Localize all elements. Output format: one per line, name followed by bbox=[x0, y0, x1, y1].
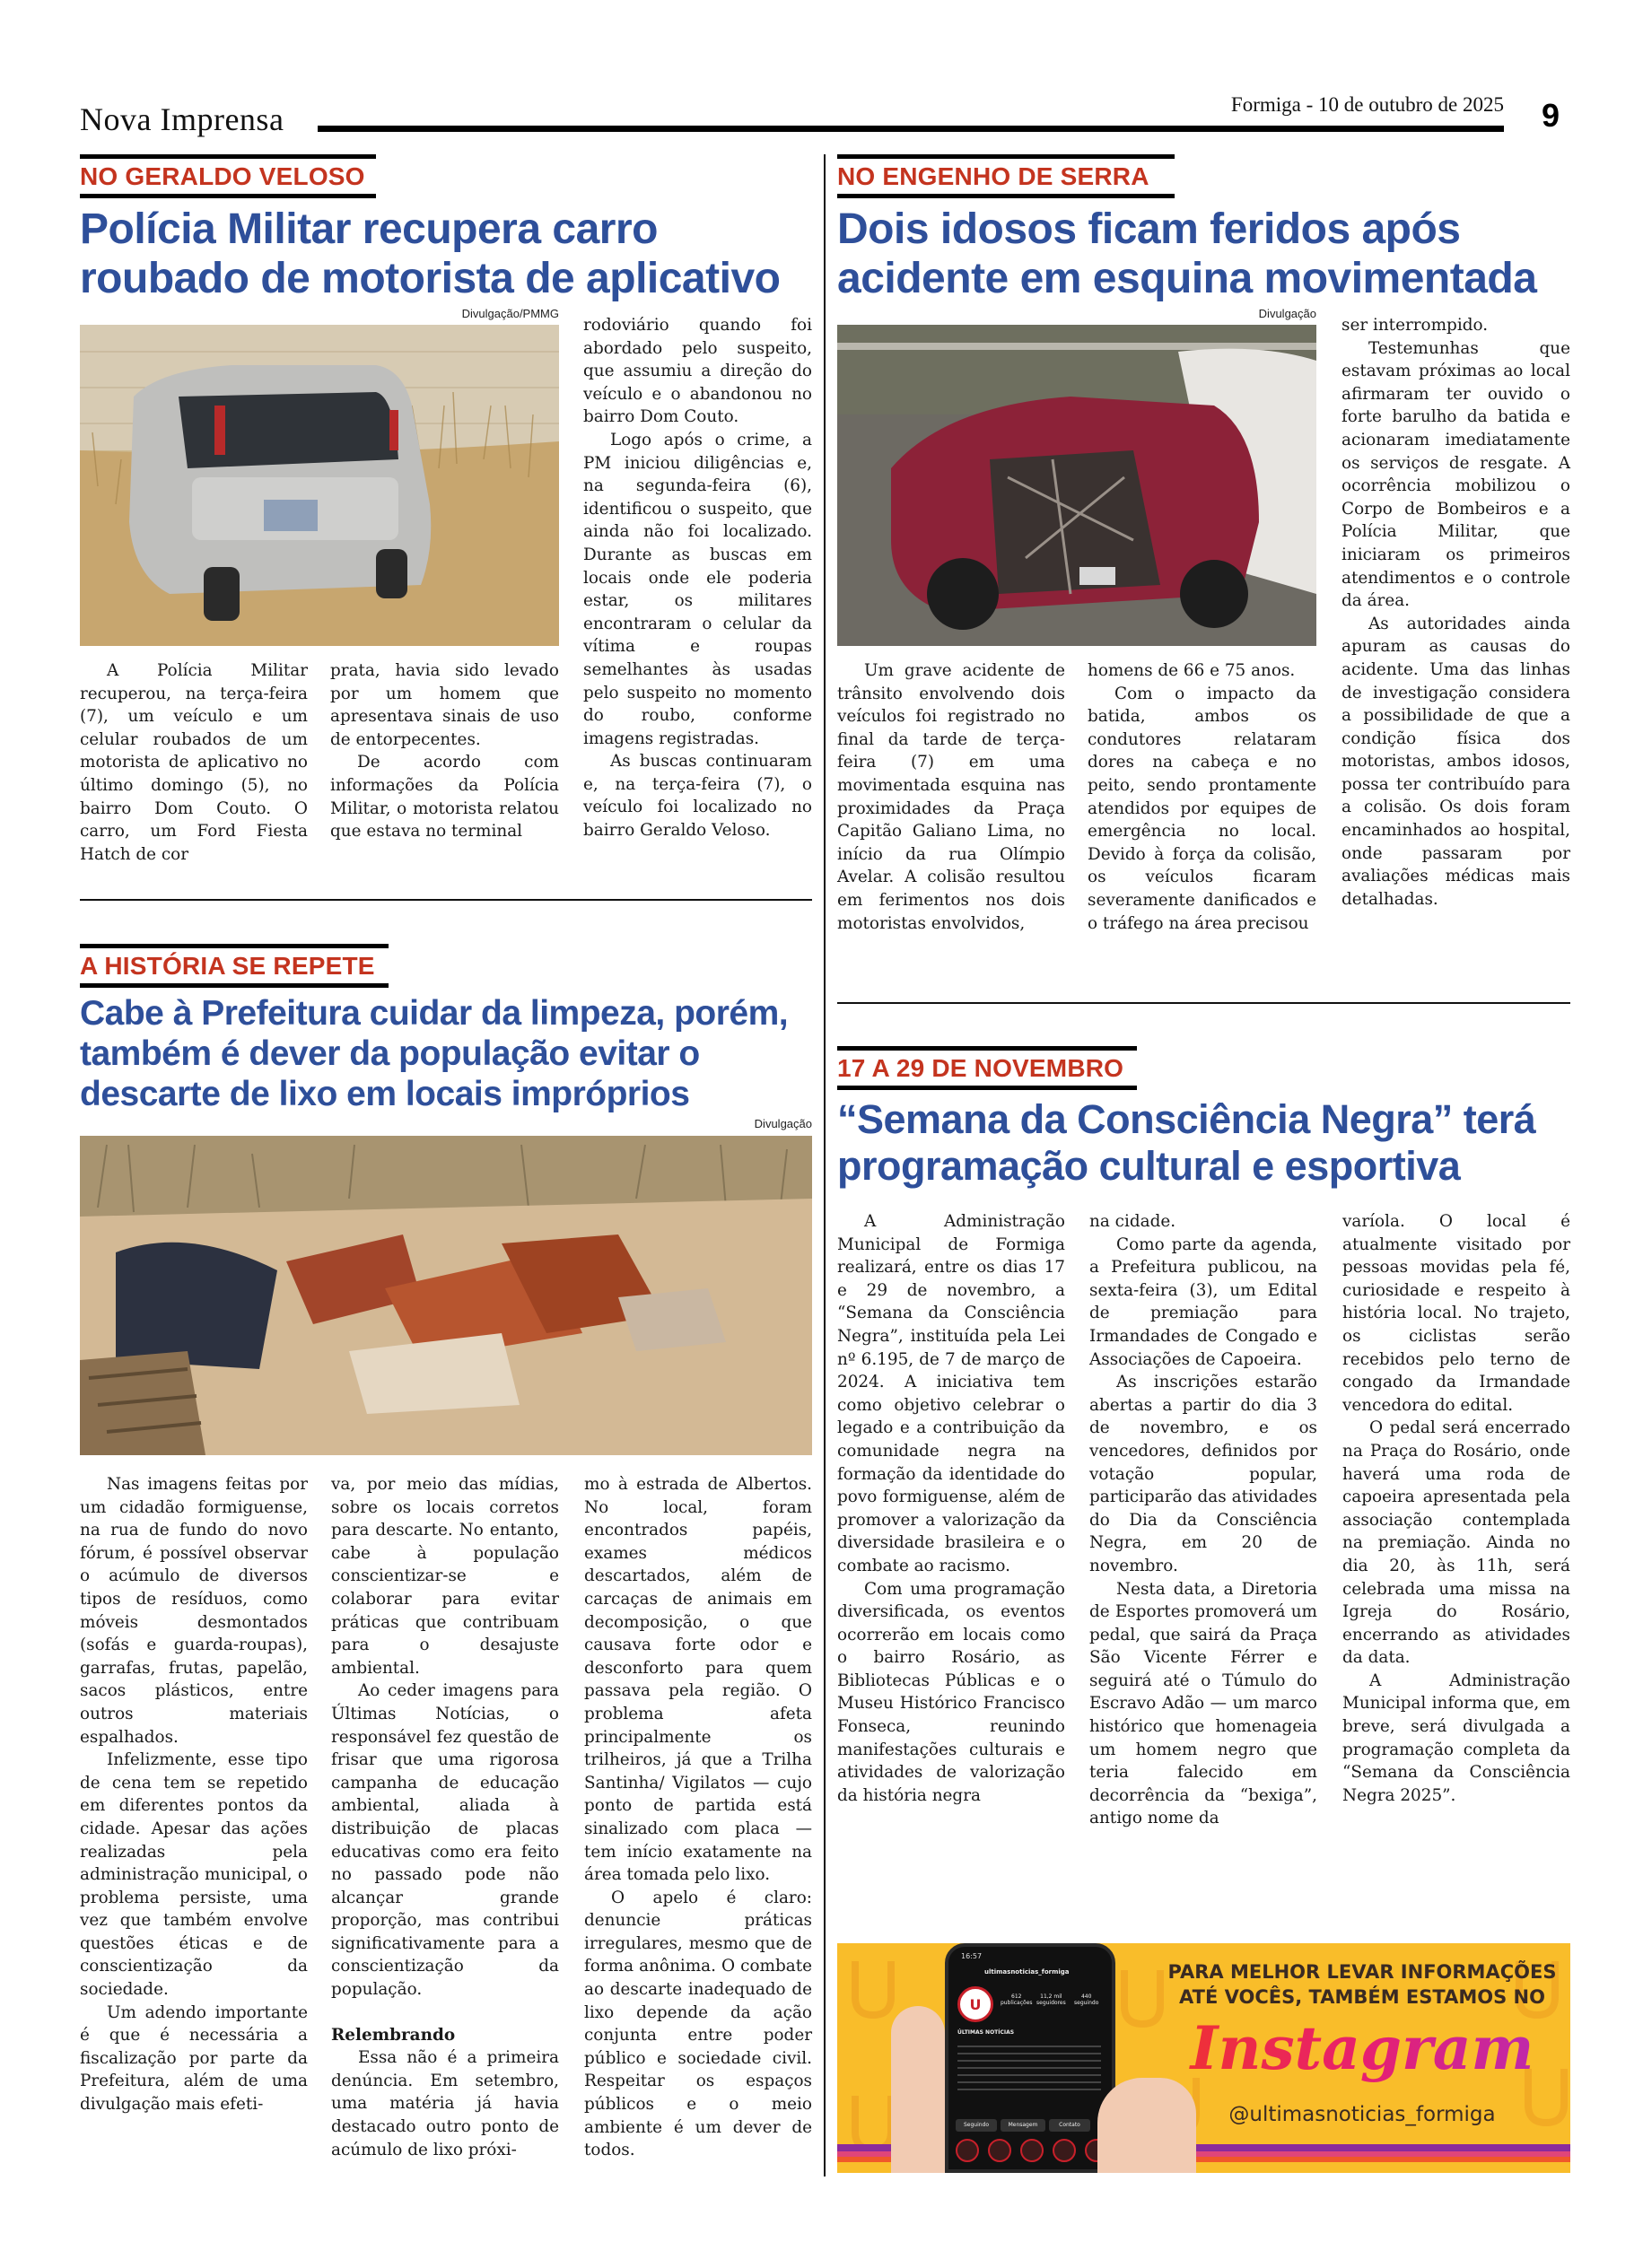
body-column-3 bbox=[1342, 1210, 1570, 1807]
issue-date: Formiga - 10 de outubro de 2025 bbox=[1230, 93, 1504, 116]
paragraph: Com o impacto da batida, ambos os condutores relataram dores na cabeça e no peito, sendo prontamente atendidos por equipes de emergência no local. Devido à força da colisão, os veículos ficaram severamente danificados e o tráfego na área precisou bbox=[1088, 684, 1316, 933]
paragraph: O apelo é claro: denuncie práticas irregulares, mesmo que de forma anônima. O combate ao descarte inadequado de lixo depende da ação conjunta entre poder público e sociedade civil. Respeitar os espaços públicos e o meio ambiente é um dever de todos. bbox=[584, 1888, 812, 2160]
paragraph: Infelizmente, esse tipo de cena tem se repetido em diferentes pontos da cidade. Apesar das ações realizadas pela administração municipal, o problema persiste, uma vez que também envolve questões éticas e de conscientização da sociedade. bbox=[80, 1750, 308, 2000]
phone-button-message: Mensagem bbox=[1001, 2119, 1045, 2132]
body-column-1 bbox=[80, 659, 308, 866]
paragraph: Com uma programação diversificada, os eventos ocorrerão em locais como o bairro Rosário, as Bibliotecas Públicas e o Museu Histórico Francisco Fonseca, reunindo manifestações culturais e atividades de valorização da história negra bbox=[837, 1579, 1065, 1805]
kicker: NO ENGENHO DE SERRA bbox=[837, 154, 1175, 198]
photo-dumped-garbage[interactable] bbox=[80, 1136, 812, 1455]
paragraph: A Polícia Militar recuperou, na terça-feira (7), um veículo e um celular roubados de um motorista de aplicativo no último domingo (5), no bairro Dom Couto. O carro, um Ford Fiesta Hatch de cor bbox=[80, 661, 308, 864]
phone-stat-followers bbox=[1036, 1993, 1066, 2006]
paragraph: As inscrições estarão abertas a partir do dia 3 de novembro, e os vencedores, definidos por votação popular, participarão das atividades do Dia da Consciência Negra, em 20 de novembro. bbox=[1089, 1373, 1317, 1575]
paragraph: As buscas continuaram e, na terça-feira (7), o veículo foi localizado no bairro Geraldo Veloso. bbox=[583, 752, 812, 841]
column-divider bbox=[824, 154, 826, 2176]
article-separator bbox=[837, 1002, 1570, 1004]
stat-label: publicações bbox=[1001, 2000, 1033, 2006]
headline: Cabe à Prefeitura cuidar da limpeza, porém, também é dever da população evitar o descarte de lixo em locais impróprios bbox=[80, 994, 789, 1113]
phone-bio-lines bbox=[957, 2046, 1101, 2090]
paragraph: A Administração Municipal de Formiga realizará, entre os dias 17 e 29 de novembro, a “Semana da Consciência Negra”, instituída pela Lei nº 6.195, de 7 de março de 2024. A iniciativa tem como objetivo celebrar o legado e a contribuição da comunidade negra na formação da identidade do povo formiguense, além de promover a valorização da diversidade brasileira e o combate ao racismo. bbox=[837, 1212, 1065, 1575]
instagram-handle[interactable]: @ultimasnoticias_formiga bbox=[1228, 2103, 1496, 2126]
highlight-circle bbox=[956, 2139, 979, 2162]
photo-damaged-car[interactable] bbox=[837, 325, 1316, 646]
masthead-rule bbox=[318, 126, 1504, 132]
paragraph: De acordo com informações da Polícia Militar, o motorista relatou que estava no terminal bbox=[330, 753, 559, 842]
paragraph: O pedal será encerrado na Praça do Rosário, onde haverá uma roda de capoeira apresentada pela associação contemplada na premiação. Ainda no dia 20, às 11h, será celebrada uma missa na Igreja do Rosário, encerrando as atividades da data. bbox=[1342, 1418, 1570, 1668]
body-column-2 bbox=[1089, 1210, 1317, 1830]
paragraph: homens de 66 e 75 anos. bbox=[1088, 661, 1296, 680]
paragraph: Um adendo importante é que é necessária a fiscalização por parte da Prefeitura, além de uma divulgação mais efeti- bbox=[80, 2002, 308, 2115]
paragraph: A Administração Municipal informa que, em breve, será divulgada a programação completa da “Semana da Consciência Negra 2025”. bbox=[1342, 1670, 1570, 1805]
article-black-consciousness-week bbox=[837, 1046, 1570, 1943]
paragraph: As autoridades ainda apuram as causas do acidente. Uma das linhas de investigação considera a possibilidade de que a condição física dos motoristas, ambos idosos, possa ter contribuído para a colisão. Os dois foram encaminhados ao hospital, onde passaram por avaliações médicas mais detalhadas. bbox=[1341, 614, 1570, 909]
instagram-ad-banner[interactable] bbox=[837, 1943, 1570, 2173]
body-column-1 bbox=[80, 1473, 308, 2116]
page-number: 9 bbox=[1542, 97, 1560, 134]
paragraph: rodoviário quando foi abordado pelo suspeito, que assumiu a direção do veículo e o abandonou no bairro Dom Couto. bbox=[583, 316, 812, 427]
crash-illustration bbox=[837, 325, 1316, 646]
paragraph: Testemunhas que estavam próximas ao local afirmaram ter ouvido o forte barulho da batida e acionaram imediatamente os serviços de resgate. A ocorrência mobilizou o Corpo de Bombeiros e a Polícia Militar, que iniciaram os primeiros atendimentos e o controle da área. bbox=[1341, 338, 1570, 611]
body-column-1 bbox=[837, 1210, 1065, 1807]
phone-username: ultimasnoticias_formiga bbox=[984, 1968, 1070, 1976]
body-column-3 bbox=[584, 1473, 812, 2162]
kicker: 17 A 29 DE NOVEMBRO bbox=[837, 1046, 1137, 1090]
phone-stat-posts bbox=[1001, 1993, 1033, 2006]
phone-highlights bbox=[956, 2139, 1108, 2162]
paragraph: Nesta data, a Diretoria de Esportes promoverá um pedal, que sairá da Praça São Vicente Férrer e seguirá até o Túmulo do Escravo Adão — um marco histórico que homenageia um homem negro que teria falecido em decorrência da “bexiga”, antigo nome da bbox=[1089, 1579, 1317, 1828]
paragraph: mo à estrada de Albertos. No local, foram encontrados papéis, exames médicos descartados, além de carcaças de animais em decomposição, o que causava forte odor e desconforto para quem passava pela região. O problema afeta principalmente os trilheiros, já que a Trilha Santinha/ Vigilatos — cujo ponto de partida está sinalizado com placa — tem início exatamente na área tomada pelo lixo. bbox=[584, 1475, 812, 1885]
photo-credit: Divulgação bbox=[1258, 307, 1316, 320]
body-column-3 bbox=[583, 314, 812, 842]
ad-headline-line2: ATÉ VOCÊS, TAMBÉM ESTAMOS NO bbox=[1179, 1986, 1545, 2008]
photo-credit: Divulgação/PMMG bbox=[461, 307, 559, 320]
article-garbage bbox=[80, 944, 812, 2182]
phone-mockup bbox=[945, 1943, 1115, 2173]
paragraph: va, por meio das mídias, sobre os locais corretos para descarte. No entanto, cabe à população conscientizar-se e colaborar para evitar práticas que contribuam para o desajuste ambiental. bbox=[331, 1475, 559, 1678]
kicker: NO GERALDO VELOSO bbox=[80, 154, 376, 198]
paragraph: prata, havia sido levado por um homem que apresentava sinais de uso de entorpecentes. bbox=[330, 661, 559, 749]
hand bbox=[891, 2006, 945, 2173]
photo-silver-car[interactable] bbox=[80, 325, 559, 646]
paragraph: ser interrompido. bbox=[1341, 316, 1489, 335]
phone-stat-following bbox=[1074, 1993, 1098, 2006]
body-column-2 bbox=[331, 1473, 559, 2161]
headline: Polícia Militar recupera carro roubado de motorista de aplicativo bbox=[80, 205, 781, 303]
headline: “Semana da Consciência Negra” terá programação cultural e esportiva bbox=[837, 1096, 1536, 1189]
body-column-1 bbox=[837, 659, 1065, 935]
highlight-circle bbox=[1020, 2139, 1044, 2162]
body-column-2 bbox=[1088, 659, 1316, 935]
ad-headline-line1: PARA MELHOR LEVAR INFORMAÇÕES bbox=[1167, 1961, 1557, 1983]
garbage-illustration bbox=[80, 1136, 812, 1455]
stat-value: 612 bbox=[1011, 1993, 1022, 2000]
car-illustration bbox=[80, 325, 559, 646]
newspaper-name: Nova Imprensa bbox=[80, 101, 284, 137]
paragraph: Nas imagens feitas por um cidadão formiguense, na rua de fundo do novo fórum, é possível observar o acúmulo de diversos tipos de resíduos, como móveis desmontados (sofás e guarda-roupas), garrafas, frutas, papelão, sacos plásticos, entre outros materiais espalhados. bbox=[80, 1475, 308, 1747]
paragraph: Um grave acidente de trânsito envolvendo dois veículos foi registrado no final da tarde de terça-feira (7) em uma movimentada esquina nas proximidades da Praça Capitão Galiano Lima, no início da rua Olímpio Avelar. A colisão resultou em ferimentos nos dois motoristas envolvidos, bbox=[837, 661, 1065, 933]
headline: Dois idosos ficam feridos após acidente em esquina movimentada bbox=[837, 205, 1537, 303]
highlight-circle bbox=[1053, 2139, 1076, 2162]
paragraph: varíola. O local é atualmente visitado por pessoas movidas pela fé, curiosidade e respeito à história local. No trajeto, os ciclistas serão recebidos pelo terno de congado da Irmandade vencedora do edital. bbox=[1342, 1212, 1570, 1415]
stat-label: seguidores bbox=[1036, 2000, 1066, 2006]
stat-label: seguindo bbox=[1074, 2000, 1099, 2006]
body-column-3 bbox=[1341, 314, 1570, 911]
paragraph: Essa não é a primeira denúncia. Em setembro, uma matéria já havia destacado outro ponto de acúmulo de lixo próxi- bbox=[331, 2048, 559, 2159]
stat-value: 440 bbox=[1080, 1993, 1092, 2000]
paragraph: Logo após o crime, a PM iniciou diligências e, na segunda-feira (6), identificou o suspeito, que ainda não foi localizado. Durante as buscas em locais onde ele poderia estar, os militares encontraram o celular da vítima e roupas semelhantes às usadas pelo suspeito no momento do roubo, conforme imagens registradas. bbox=[583, 430, 812, 748]
article-accident bbox=[837, 154, 1570, 962]
phone-button-contact: Contato bbox=[1049, 2119, 1090, 2132]
phone-profile-name: ÚLTIMAS NOTÍCIAS bbox=[957, 2029, 1015, 2036]
phone-time: 16:57 bbox=[961, 1952, 983, 1960]
paragraph: na cidade. bbox=[1089, 1212, 1176, 1231]
stat-value: 11,2 mil bbox=[1040, 1993, 1062, 2000]
subheading: Relembrando bbox=[331, 2025, 456, 2045]
body-column-2 bbox=[330, 659, 559, 843]
article-car-recovered bbox=[80, 154, 812, 872]
kicker: A HISTÓRIA SE REPETE bbox=[80, 944, 389, 988]
paragraph: Como parte da agenda, a Prefeitura publicou, na sexta-feira (3), um Edital de premiação para Irmandades de Congado e Associações de Capoeira. bbox=[1089, 1234, 1317, 1369]
profile-avatar: U bbox=[957, 1986, 993, 2022]
instagram-logo-text: Instagram bbox=[1151, 2013, 1570, 2083]
article-separator bbox=[80, 899, 812, 901]
phone-button-following: Seguindo bbox=[956, 2119, 997, 2132]
paragraph: Ao ceder imagens para Últimas Notícias, o responsável fez questão de frisar que uma rigorosa campanha de educação ambiental, aliada à distribuição de placas educativas como era feito no passado pode não alcançar grande proporção, mas contribui significativamente para a conscientização da população. bbox=[331, 1681, 559, 2000]
photo-credit: Divulgação bbox=[754, 1117, 812, 1130]
highlight-circle bbox=[988, 2139, 1011, 2162]
